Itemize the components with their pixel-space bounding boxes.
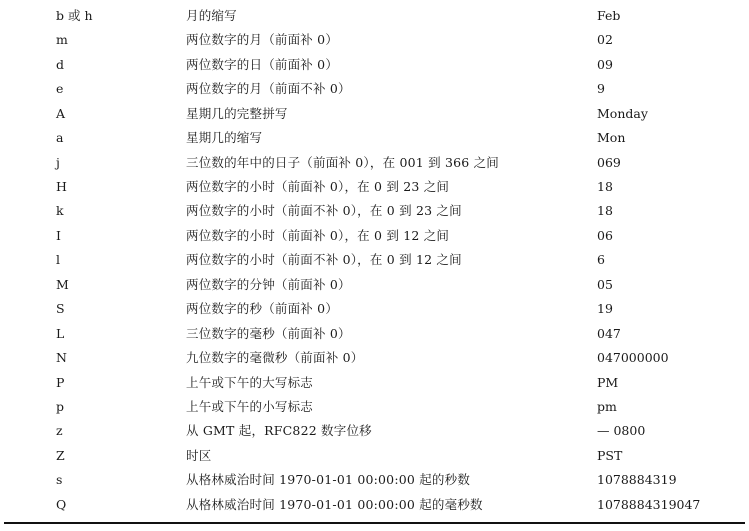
conversion-code: j [56, 154, 60, 170]
conversion-description: 星期几的完整拼写 [186, 105, 288, 121]
conversion-example: 09 [597, 56, 613, 72]
conversion-description: 两位数字的小时（前面不补 0），在 0 到 23 之间 [186, 203, 462, 219]
table-row [8, 53, 745, 77]
table-row [8, 102, 745, 126]
conversion-code: s [56, 472, 63, 488]
table-row [8, 468, 745, 492]
conversion-code: a [56, 130, 64, 146]
conversion-code: L [56, 325, 65, 341]
conversion-description: 九位数字的毫微秒（前面补 0） [186, 350, 364, 366]
conversion-example: 18 [597, 203, 613, 219]
conversion-code: I [56, 227, 61, 243]
conversion-code: H [56, 179, 67, 195]
conversion-code: Q [56, 496, 67, 512]
conversion-description: 从格林威治时间 1970-01-01 00:00:00 起的秒数 [186, 472, 471, 488]
conversion-description: 两位数字的日（前面补 0） [186, 56, 339, 72]
format-conversion-table [8, 4, 745, 517]
conversion-example: 06 [597, 227, 613, 243]
table-row [8, 175, 745, 199]
conversion-example: 047 [597, 325, 621, 341]
conversion-example: 9 [597, 81, 605, 97]
conversion-description: 时区 [186, 447, 212, 463]
table-row [8, 200, 745, 224]
conversion-code: e [56, 81, 64, 97]
conversion-description: 两位数字的小时（前面补 0），在 0 到 12 之间 [186, 227, 450, 243]
table-row [8, 248, 745, 272]
conversion-description: 上午或下午的小写标志 [186, 398, 314, 414]
conversion-description: 三位数字的毫秒（前面补 0） [186, 325, 351, 341]
conversion-example: Monday [597, 105, 648, 121]
table-row [8, 28, 745, 52]
conversion-example: 19 [597, 301, 613, 317]
table-row [8, 77, 745, 101]
conversion-example: 1078884319 [597, 472, 677, 488]
conversion-example: 047000000 [597, 350, 669, 366]
conversion-code: A [56, 105, 66, 121]
table-row [8, 297, 745, 321]
table-row [8, 273, 745, 297]
conversion-example: 18 [597, 179, 613, 195]
conversion-code: k [56, 203, 64, 219]
conversion-description: 两位数字的秒（前面补 0） [186, 301, 339, 317]
conversion-description: 星期几的缩写 [186, 130, 263, 146]
conversion-code: l [56, 252, 60, 268]
conversion-example: Feb [597, 7, 621, 23]
conversion-example: pm [597, 398, 617, 414]
table-row [8, 493, 745, 517]
conversion-example: — 0800 [597, 423, 646, 439]
conversion-code: m [56, 32, 68, 48]
conversion-code: S [56, 301, 65, 317]
conversion-code: d [56, 56, 65, 72]
table-row [8, 126, 745, 150]
table-row [8, 224, 745, 248]
conversion-example: Mon [597, 130, 626, 146]
conversion-description: 三位数的年中的日子（前面补 0），在 001 到 366 之间 [186, 154, 499, 170]
table-row [8, 4, 745, 28]
conversion-code: z [56, 423, 63, 439]
conversion-code: N [56, 350, 67, 366]
conversion-description: 两位数字的月（前面补 0） [186, 32, 339, 48]
conversion-description: 从格林威治时间 1970-01-01 00:00:00 起的毫秒数 [186, 496, 483, 512]
table-row [8, 371, 745, 395]
conversion-example: 05 [597, 276, 613, 292]
conversion-description: 两位数字的月（前面不补 0） [186, 81, 351, 97]
conversion-description: 两位数字的小时（前面不补 0），在 0 到 12 之间 [186, 252, 462, 268]
conversion-example: PM [597, 374, 619, 390]
conversion-example: 02 [597, 32, 613, 48]
table-row [8, 151, 745, 175]
table-row [8, 322, 745, 346]
conversion-example: 6 [597, 252, 605, 268]
table-row [8, 419, 745, 443]
conversion-description: 上午或下午的大写标志 [186, 374, 314, 390]
conversion-description: 两位数字的小时（前面补 0），在 0 到 23 之间 [186, 179, 450, 195]
conversion-example: PST [597, 447, 623, 463]
conversion-example: 1078884319047 [597, 496, 701, 512]
conversion-description: 两位数字的分钟（前面补 0） [186, 276, 351, 292]
conversion-code: Z [56, 447, 65, 463]
conversion-description: 月的缩写 [186, 7, 237, 23]
conversion-code: p [56, 398, 65, 414]
table-row [8, 346, 745, 370]
table-row [8, 395, 745, 419]
conversion-code: M [56, 276, 69, 292]
conversion-example: 069 [597, 154, 621, 170]
conversion-description: 从 GMT 起，RFC822 数字位移 [186, 423, 372, 439]
conversion-code: b 或 h [56, 7, 93, 23]
conversion-code: P [56, 374, 65, 390]
table-row [8, 444, 745, 468]
table-bottom-rule [4, 522, 745, 524]
table-body [8, 4, 745, 517]
